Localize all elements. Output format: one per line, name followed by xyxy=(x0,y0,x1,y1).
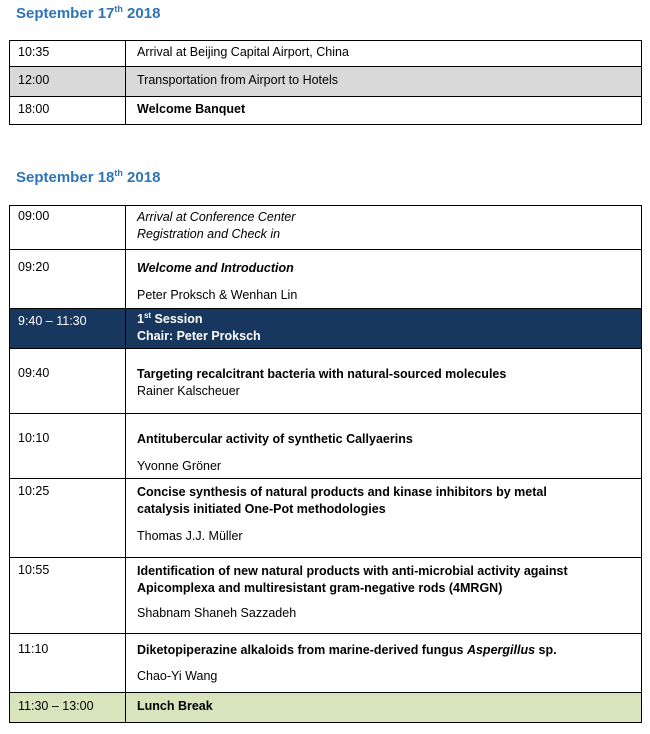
description-line: Registration and Check in xyxy=(137,227,281,241)
table-row xyxy=(10,414,642,479)
time-cell: 10:55 xyxy=(10,558,126,634)
session-chair: Chair: Peter Proksch xyxy=(137,329,261,343)
talk-title: Welcome and Introduction xyxy=(137,261,294,275)
description-cell: Welcome Banquet xyxy=(126,97,642,125)
time-cell: 10:35 xyxy=(10,41,126,67)
day1-schedule-table xyxy=(9,40,642,125)
day2-schedule-table xyxy=(9,205,642,723)
talk-title-line: catalysis initiated One-Pot methodologies xyxy=(137,502,386,516)
speaker-name: Peter Proksch & Wenhan Lin xyxy=(137,288,298,302)
speaker-name: Chao-Yi Wang xyxy=(137,669,218,683)
description-cell: Lunch Break xyxy=(126,693,642,723)
table-row xyxy=(10,206,642,250)
time-cell: 18:00 xyxy=(10,97,126,125)
talk-title: Antitubercular activity of synthetic Callyaerins xyxy=(137,432,413,446)
talk-title-line: Concise synthesis of natural products and kinase inhibitors by metal xyxy=(137,485,547,499)
time-cell: 11:30 – 13:00 xyxy=(10,693,126,723)
talk-title-line: Identification of new natural products with anti-microbial activity against xyxy=(137,564,568,578)
description-cell xyxy=(126,250,642,309)
talk-title-line: Apicomplexa and multiresistant gram-negative rods (4MRGN) xyxy=(137,581,503,595)
day1-heading: September 17th 2018 xyxy=(16,4,161,22)
table-row xyxy=(10,558,642,634)
time-cell: 09:00 xyxy=(10,206,126,250)
time-cell: 11:10 xyxy=(10,634,126,693)
break-row xyxy=(10,693,642,723)
description-line: Arrival at Conference Center xyxy=(137,210,296,224)
speaker-name: Rainer Kalscheuer xyxy=(137,384,240,398)
time-cell: 12:00 xyxy=(10,67,126,97)
description-cell xyxy=(126,479,642,558)
time-cell: 10:25 xyxy=(10,479,126,558)
description-cell xyxy=(126,558,642,634)
description-cell: Arrival at Beijing Capital Airport, China xyxy=(126,41,642,67)
description-cell: Transportation from Airport to Hotels xyxy=(126,67,642,97)
description-cell xyxy=(126,206,642,250)
time-cell: 09:20 xyxy=(10,250,126,309)
table-row xyxy=(10,479,642,558)
description-cell xyxy=(126,309,642,349)
time-cell: 10:10 xyxy=(10,414,126,479)
speaker-name: Yvonne Gröner xyxy=(137,459,222,473)
day2-heading: September 18th 2018 xyxy=(16,168,161,186)
description-cell xyxy=(126,414,642,479)
session-title: 1st Session xyxy=(137,310,203,326)
description-cell xyxy=(126,634,642,693)
time-cell: 9:40 – 11:30 xyxy=(10,309,126,349)
table-row xyxy=(10,67,642,97)
speaker-name: Shabnam Shaneh Sazzadeh xyxy=(137,606,297,620)
table-row xyxy=(10,41,642,67)
session-header-row xyxy=(10,309,642,349)
table-row xyxy=(10,250,642,309)
table-row xyxy=(10,634,642,693)
table-row xyxy=(10,97,642,125)
talk-title: Diketopiperazine alkaloids from marine-derived fungus Aspergillus sp. xyxy=(137,643,557,657)
talk-title: Targeting recalcitrant bacteria with natural-sourced molecules xyxy=(137,367,507,381)
time-cell: 09:40 xyxy=(10,349,126,414)
description-cell xyxy=(126,349,642,414)
speaker-name: Thomas J.J. Müller xyxy=(137,529,243,543)
table-row xyxy=(10,349,642,414)
